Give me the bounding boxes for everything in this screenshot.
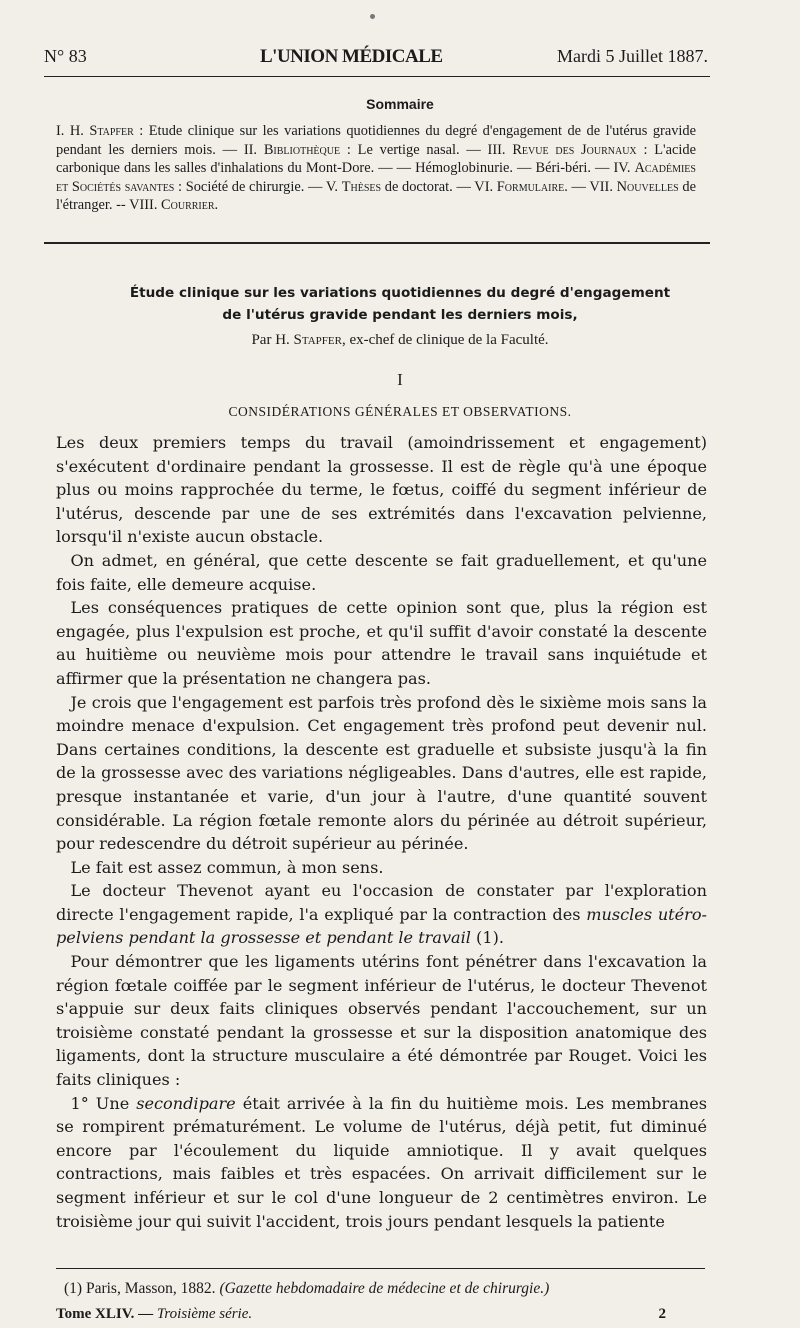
issue-number: N° 83 — [44, 46, 87, 66]
sommaire-list — [56, 122, 696, 215]
paragraph: On admet, en général, que cette descente se fait graduellement, et qu'une fois faite, elle demeure acquise. — [56, 550, 707, 594]
sommaire-title: Sommaire — [366, 96, 434, 112]
footnote-rule — [56, 1268, 705, 1269]
sommaire-item: I. H. Stapfer : Etude clinique sur les variations quotidiennes du degré d'engagement de de l'utérus gravide pendant les derniers mois. — — [56, 123, 696, 158]
sommaire-item: II. Bibliothèque : Le vertige nasal. — — [243, 141, 488, 158]
paragraph: Pour démontrer que les ligaments utérins font pénétrer dans l'excavation la région fœtale coiffée par le segment inférieur de l'utérus, le docteur Thevenot s'appuie sur deux faits cliniques observés pendant l'accouchement, sur un troisième constaté pendant la grossesse et sur la disposition anatomique des ligaments, dont la structure musculaire a été démontrée par Rouget. Voici les faits cliniques : — [56, 952, 707, 1090]
issue-date: Mardi 5 Juillet 1887. — [557, 46, 708, 66]
paragraph: Je crois que l'engagement est parfois très profond dès le sixième mois sans la moindre menace d'expulsion. Cet engagement très profond peut devenir nul. Dans certaines conditions, la descente est graduelle et subsiste jusqu'à la fin de la grossesse avec des variations négligeables. Dans d'autres, elle est rapide, presque instantanée et varie, d'un jour à l'autre, d'une quantité souvent considérable. La région fœtale remonte alors du périnée au détroit supérieur, pour redescendre du détroit supérieur au périnée. — [56, 692, 707, 854]
article-title-line: de l'utérus gravide pendant les derniers mois, — [222, 307, 578, 323]
ink-spot — [370, 14, 375, 19]
section-title: CONSIDÉRATIONS GÉNÉRALES ET OBSERVATIONS. — [228, 404, 572, 419]
paragraph: Le fait est assez commun, à mon sens. — [70, 857, 384, 877]
series-label: Troisième série. — [156, 1306, 253, 1322]
page-footer — [56, 1306, 666, 1323]
sommaire-item: IV. Académies et Sociétés savantes : Société de chirurgie. — — [56, 160, 696, 195]
article-author: Par H. Stapfer, ex-chef de clinique de la Faculté. — [251, 332, 549, 348]
journal-title: L'UNION MÉDICALE — [260, 46, 443, 67]
section-number: I — [397, 370, 403, 389]
article-title — [0, 282, 800, 326]
sommaire-item: VIII. Courrier. — [129, 197, 219, 213]
paragraph: Le docteur Thevenot ayant eu l'occasion de constater par l'exploration directe l'engagement rapide, l'a expliqué par la contraction des muscles utéro-pelviens pendant la grossesse et pendant le travail (1). — [56, 881, 707, 948]
page-number: 2 — [658, 1306, 666, 1322]
sommaire-item: VII. Nouvelles de l'étranger. -- — [56, 178, 696, 213]
volume-label: Tome XLIV. — — [56, 1306, 157, 1322]
sommaire-item: III. Revue des Journaux : L'acide carbonique dans les salles d'inhalations du Mont-Dore. — — Hémoglobinurie. — Béri-béri. — — [56, 141, 696, 176]
sommaire-item: VI. Formulaire. — — [474, 178, 590, 195]
article-body — [56, 431, 707, 1233]
paragraph: Les deux premiers temps du travail (amoindrissement et engagement) s'exécutent d'ordinaire pendant la grossesse. Il est de règle qu'à une époque plus ou moins rapprochée du terme, le fœtus, coiffé du segment inférieur de l'utérus, descende par une de ses extrémités dans l'excavation pelvienne, lorsqu'il n'existe aucun obstacle. — [56, 433, 707, 547]
sommaire-item: V. Thèses de doctorat. — — [325, 178, 475, 195]
page-header — [44, 46, 708, 72]
footnote: (1) Paris, Masson, 1882. (Gazette hebdomadaire de médecine et de chirurgie.) — [64, 1280, 550, 1297]
paragraph: 1° Une secondipare était arrivée à la fin du huitième mois. Les membranes se rompirent prématurément. Le volume de l'utérus, déjà petit, fut diminué encore par l'écoulement du liquide amniotique. Il y avait quelques contractions, mais faibles et très espacées. On arrivait difficilement sur le segment inférieur et sur le col d'une longueur de 2 centimètres environ. Le troisième jour qui suivit l'accident, trois jours pendant lesquels la patiente — [56, 1093, 707, 1231]
sommaire-rule — [44, 242, 710, 244]
header-rule — [44, 76, 710, 77]
article-title-line: Étude clinique sur les variations quotidiennes du degré d'engagement — [129, 285, 671, 301]
paragraph: Les conséquences pratiques de cette opinion sont que, plus la région est engagée, plus l'expulsion est proche, et qu'il suffit d'avoir constaté la descente au huitième ou neuvième mois pour attendre le travail sans inquiétude et affirmer que la présentation ne changera pas. — [56, 598, 707, 688]
